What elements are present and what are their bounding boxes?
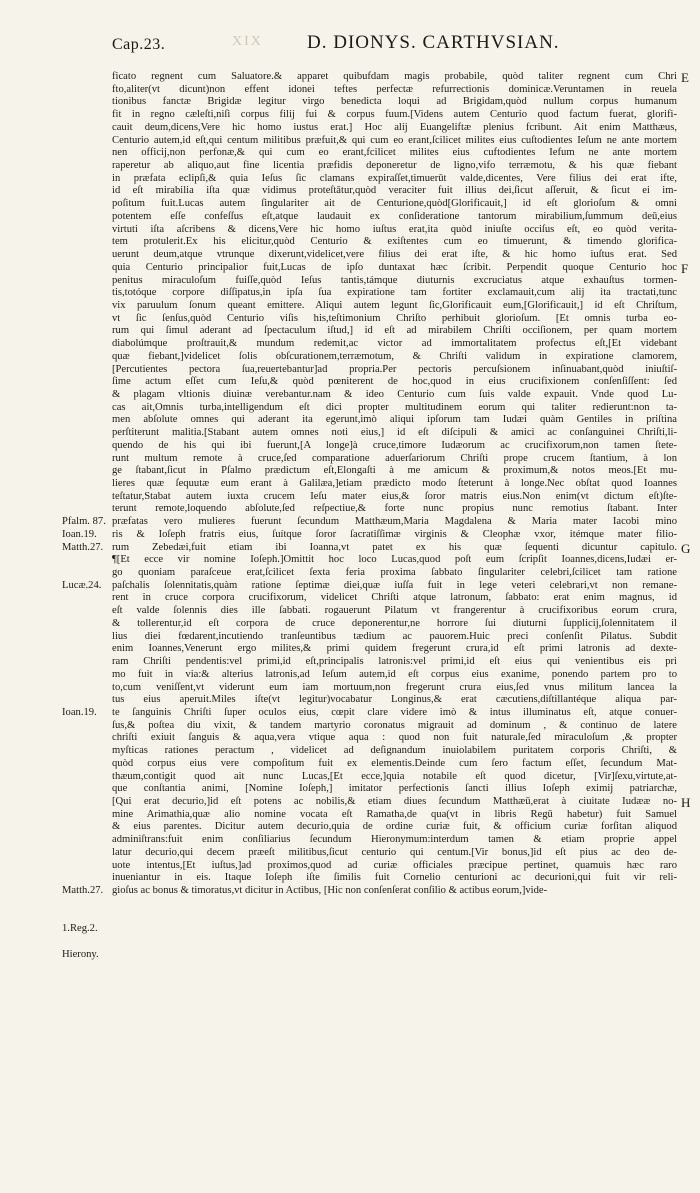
- text-line: virtuti iſta aſcribens & dicens,Vere hic homo iuſtus erat,ita quòd iniuſte occiſus eſt, eo quòd verita-: [112, 223, 677, 235]
- text-line: tionibus fanctæ Brigidæ legitur virgo benedicta loqui ad Brigidam,quòd nullum corpus humanum: [112, 96, 677, 108]
- section-letter: E: [681, 70, 689, 85]
- text-line: mo fuit in via:& alterius latronis,ad Ieſum autem,id eſt corpus eius exanime, ponendo partem pro to: [112, 668, 677, 680]
- text-line: terunt remote,loquendo abſolute,ſed reſpectiue,& forte nunc propius nunc remotius ſtabant. Inter: [112, 503, 677, 515]
- text-line: to,cum veniſſent,vt viderunt eum iam mortuum,non fregerunt crura eius,ſed vnus militum lancea la: [112, 681, 677, 693]
- text-line: & eius parentes. Dicitur autem decurio,quia de ordine curiæ fuit, & officium curiæ forſitan aliquod: [112, 821, 677, 833]
- text-line: vix paruulum ſonum queant emittere. Aliqui autem legunt ſic,Glorificauit eum,[Glorificauit,] id eſt Chriſtum,: [112, 299, 677, 311]
- text-line: latur decurio,qui decem præeſt militibus,ſicut centurio qui centum.[Vir bonus,]id eſt pius ac deo de-: [112, 846, 677, 858]
- text-line: cauit deum,dicens,Vere hic homo iustus erat.] Hoc alij Euangeliftæ plenius fcribunt. Ait enim Matthæus,: [112, 121, 677, 133]
- text-line: in præfata eclipſi,& quia Ieſus ſic clamans expiraſſet,timuerūt valde,dicentes, Vere filius dei erat ifte,: [112, 172, 677, 184]
- text-line: diabolúmque proſtrauit,& mundum redemit,ac victor ad immortalitatem profectus eſt,[Et videbant: [112, 338, 677, 350]
- commentary-text-block: [112, 71, 677, 898]
- text-line: gioſus ac bonus & timoratus,vt dicitur in Actibus, [Hic non conſenſerat conſilio & actibus eorum,]vide-: [112, 885, 548, 896]
- text-line: ¶[Et ecce vir nomine Ioſeph.]Omittit hoc loco Lucas,quod poſt eum ſcripſit Ioannes,dicens,Iudæi er-: [112, 554, 677, 566]
- chapter-number: Cap.23.: [112, 36, 166, 53]
- text-line: perſtiterunt malitia.[Stabant autem omnes noti eius,] id eſt diſcipuli & amici ac conſanguinei Chriſti,li-: [112, 427, 677, 439]
- text-line: raperetur ab aliquo,aut fine licentia præfidis deponeretur de ligno,vifo terræmotu, & his quæ fiebant: [112, 160, 677, 172]
- text-line: quæ fiebant,]videlicet ſolis obſcurationem,terræmotum, & Chriſti validum in expiratione clamorem,: [112, 350, 677, 362]
- text-line: & plagam vltionis diuinæ verebantur.nam & ideo Centurio cum ſuis valde expauit. Vnde quod Lu-: [112, 388, 677, 400]
- text-line: uote intentus,[Et iuſtus,]ad proximos,quod ad curiæ officiales præcipue pertinet, quamuis hæc raro: [112, 859, 677, 871]
- text-line: ge ſtabant,ſicut in Pſalmo prædictum eſt,Elongaſti à me amicum & proximum,& notos meos.[Et mu-: [112, 465, 677, 477]
- text-line: poſitum fuit.Lucas autem ſingulariter ait de Centurione,quòd[Glorificauit,] id eſt glorioſum & omni: [112, 198, 677, 210]
- margin-reference: Matth.27.: [62, 885, 104, 897]
- text-line: [Qui erat decurio,]id eſt potens ac nobilis,& etiam diues ſecundum Matthæū,erat à ciuitate Iudææ no-: [112, 795, 677, 807]
- text-line: enim Ioannes,Venerunt ergo milites,& primi quidem fregerunt crura,id eſt primi latronis ad dexte-: [112, 643, 677, 655]
- text-line: ram Chriſti pendentis:vel primi,id eſt,principalis latronis:vel primi,id eſt eius qui venientibus eis pri: [112, 656, 677, 668]
- margin-reference: Matth.27.: [62, 541, 104, 553]
- text-line: quòd corpus eius vere compoſitum fuit ex elementis.Deinde cum ſero factum eſſet, ſecundum Mat-: [112, 757, 677, 769]
- text-line: inueniantur in eis. Itaque Ioſeph iſte ſimilis fuit Cornelio centurioni ac decurioni,qui fuit vir reli-: [112, 872, 677, 884]
- bleed-through-text: XIX: [232, 34, 263, 49]
- text-line: rum Zebedæi,fuit etiam ibi Ioanna,vt patet ex his quæ ſequenti dicuntur capitulo.: [112, 541, 677, 553]
- text-line: ſime actum eſſet cum Ieſu,& quòd pœniterent de hoc,quod in eius crucifixionem conſenſiſſent: ſed: [112, 376, 677, 388]
- margin-reference: 1.Reg.2.: [62, 923, 98, 935]
- text-line: thæum,contigit quod ait nunc Lucas,[Et ecce,]quia notabile eſt quod dicetur, [Vir]ſexu,virtute,at-: [112, 770, 677, 782]
- margin-reference: Ioan.19.: [62, 707, 97, 718]
- section-letter: F: [681, 260, 689, 276]
- text-line: fit in regno cæleſti,niſi corpus filij fui & corpus fuum.[Videns autem Centurio quod factum fuerat, glorifi-: [112, 109, 677, 121]
- text-line: & tollerentur,id eſt corpora de cruce deponerentur,ne horrore ſui diuturni ſupplicij,ſolennitatem il: [112, 617, 677, 629]
- text-line: quia Centurio principalior fuit,Lucas de ipſo duntaxat hæc ſcribit. Perpendit quoque Centurio hoc: [112, 261, 677, 273]
- margin-reference: Hierony.: [62, 948, 99, 960]
- text-line: id eſt mirabilia iſta quæ vidimus proteſtātur,quòd veraciter fuit illius dei,ſicut aſſeruit, & ſicut ei im-: [112, 185, 677, 197]
- text-line: uerunt deum,atque vtrunque dixerunt,videlicet,vere filius dei erat iſte, & hic homo iuſtus erat. Sed: [112, 249, 677, 261]
- text-line: te ſanguinis Chriſti ſuper oculos eius, cœpit clare videre imò & intus illuminatus eſt, atque conuer-: [112, 706, 677, 718]
- section-letter: H: [681, 795, 691, 811]
- text-line: runt multum remote à cruce,ſed comparatione aduerſariorum Chriſti prope crucem ſtantium, à lon: [112, 452, 677, 464]
- text-line: tem protulerit.Ex his elicitur,quòd Centurio & exiſtentes cum eo timuerunt, & timendo glorifica-: [112, 236, 677, 248]
- text-line: ris & Ioſeph fratris eius, ſuítque ſoror ſacratiſſimæ virginis & Cleophæ vxor, itémque mater filio-: [112, 528, 677, 540]
- running-title: D. DIONYS. CARTHVSIAN.: [307, 32, 560, 53]
- margin-reference: Ioan.19.: [62, 528, 97, 540]
- text-line: ficato regnent cum Saluatore.& apparet quibufdam magis probabile, quòd taliter regnent cum Chri: [112, 71, 677, 82]
- margin-reference: Lucæ.24.: [62, 579, 102, 591]
- text-line: paſchalis ſolennitatis,quàm ratione ſeptimæ diei,quæ iuſſa fuit in lege veteri celebrari,vt non remane-: [112, 579, 677, 591]
- text-line: go quoniam paraſceue erat,ſcilicet ſexta feria proxima ſabbato ſingulariter celebri,ſcilicet tam ratione: [112, 567, 677, 579]
- text-line: [Percutientes pectora ſua,reuertebantur]ad propria.Per pectoris percuſsionem inſinuabant,quòd iniuſtiſ-: [112, 363, 677, 375]
- section-letter: G: [681, 540, 691, 556]
- text-line: lius diei fœdarent,incutiendo tranſeuntibus tædium ac pauorem.Huic preci conſenſit Pilatus. Subdit: [112, 630, 677, 642]
- text-line: mine Arimathia,quæ alio nomine vocata eſt Ramatha,de qua(vt in libris Regū habetur) fuit Samuel: [112, 808, 677, 820]
- text-line: potentem eſſe confeſſus eſt,atque laudauit ex conſideratione tantorum mirabilium,ſummum deū,eius: [112, 210, 677, 222]
- text-line: myſticas rationes peractum , videlicet ad deſignandum inuiolabilem puritatem corporis Chriſti, &: [112, 745, 677, 757]
- text-line: tis,totóque corpore diſſipatus,in ipſa ſua expiratione tam fortiter exclamauit,cum alij ita tractati,tunc: [112, 287, 677, 299]
- text-line: vt ſic ſenſus,quòd Centurio viſis his,teſtimonium Chriſto perhibuit glorioſum. [Et omnis turba eo-: [112, 312, 677, 324]
- text-line: rum qui ſimul aderant ad ſpectaculum iſtud,] id eſt ad mirabilem Chriſti occiſionem, per quam mortem: [112, 325, 677, 337]
- text-line: adminiſtrans:fuit enim conſiliarius ſecundum Hieronymum:interdum tamen & etiam proprie appel: [112, 834, 677, 846]
- text-line: penitus miraculoſum fuiſſe,quòd Ieſus tantis,támque diuturnis excruciatus atque exhauſtus tormen-: [112, 274, 677, 286]
- text-line: rent in cruce corpora crucifixorum, videlicet Chriſti atque latronum, ſabbato: erat enim magnus, id: [112, 592, 677, 604]
- text-line: eſt valde ſolennis dies ille ſabbati. rogauerunt Pilatum vt frangerentur à crucifixoribus eorum crura,: [112, 605, 677, 617]
- text-line: lieres quæ ſequutæ eum erant à Galilæa,]etiam prædicto modo ſteterunt à longe.Nec obſtat quod Ioannes: [112, 478, 677, 489]
- text-line: nen officij,non perfonæ,& qui cum eo erant,fcilicet milites eius cuftodientes Iefum ne ante mortem: [112, 147, 677, 159]
- text-line: men abſolute omnes qui aderant ita egerunt,imò aliqui ipſorum tam Iudæi quàm Gentiles in priſtina: [112, 414, 677, 426]
- text-line: cas ait,Omnis turba,intelligendum eſt dici propter multitudinem eorum qui taliter redierunt:non ta-: [112, 401, 677, 413]
- text-line: chriſti exiuit ſanguis & aqua,vera vtique aqua : quod non fuit naturale,ſed miraculoſum ,& propter: [112, 732, 677, 744]
- text-line: tus eius aperuit.Miles iſte(vt legitur)vocabatur Longinus,& erat cæcutiens,diſtillantéque aliqua par-: [112, 694, 677, 706]
- text-line: Centurio autem,id eſt,qui centum militibus præfuit,& qui cum eo erant,ſcilicet milites eius cuſtodientes Ieſum ne ante mortem: [112, 134, 677, 146]
- text-line: præfatas vero mulieres fuerunt ſecundum Matthæum,Maria Magdalena & Maria mater Iacobi mino: [112, 516, 677, 528]
- text-line: ſus,& poſtea diu vixit, & tandem martyrio coronatus migrauit ad dominum , & continuo de latere: [112, 719, 677, 731]
- margin-reference: Pfalm. 87.: [62, 516, 106, 528]
- text-line: que conſtantia animi, [Nomine Ioſeph,] imitator perfectionis ſancti illius Ioſeph eximij patriarchæ,: [112, 783, 677, 795]
- text-line: teſtatur,Stabat autem iuxta crucem Ieſu mater eius,& ſoror matris eius.Non enim(vt dictum eſt)ſte-: [112, 490, 677, 502]
- running-header: [0, 0, 700, 70]
- text-line: quendo de his qui ibi fuerunt,[A longe]à cruce,timore Iudæorum ac crucifixorum,non tamen ſtete-: [112, 439, 677, 451]
- text-line: fto,aliter(vt dicunt)non effent idonei teftes perfectæ refurrectionis dominicæ.Veruntamen in reuela: [112, 83, 677, 95]
